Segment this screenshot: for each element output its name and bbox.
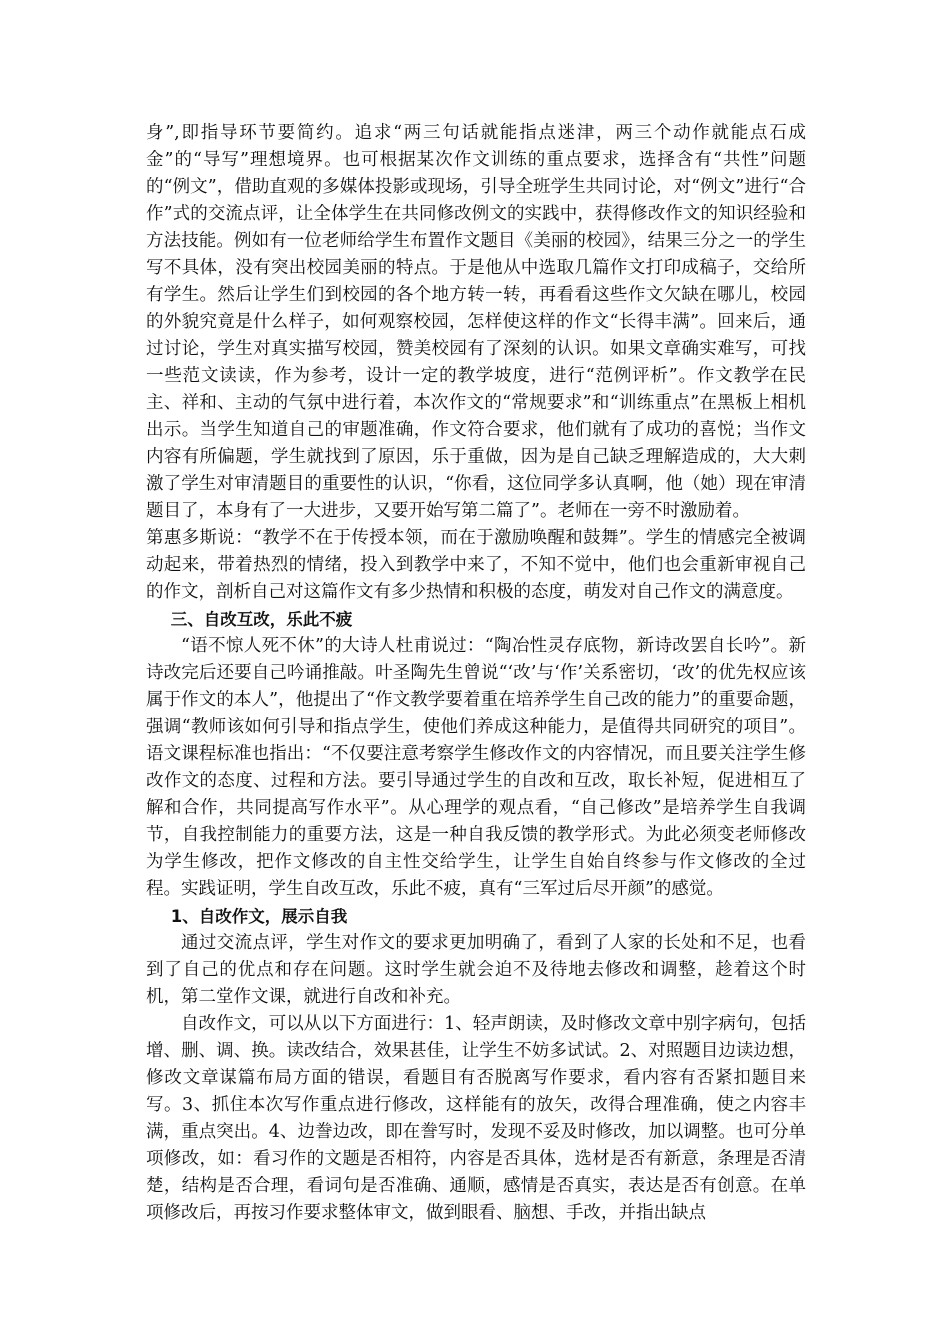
document-body [146, 120, 806, 1227]
section-heading-self-revision: 三、自改互改，乐此不疲 [170, 610, 353, 629]
paragraph-exchange-review: 通过交流点评，学生对作文的要求更加明确了，看到了人家的长处和不足，也看到了自己的优点和存在问题。这时学生就会迫不及待地去修改和调整，趁着这个时机，第二堂作文课，就进行自改和补充。 [146, 933, 806, 1007]
subsection-heading-self-correct: 1、自改作文，展示自我 [170, 907, 348, 926]
paragraph-diesterweg-quote: 第惠多斯说：“教学不在于传授本领，而在于激励唤醒和鼓舞”。学生的情感完全被调动起来，带着热烈的情绪，投入到教学中来了，不知不觉中，他们也会重新审视自己的作文，剖析自己对这篇作文有多少热情和积极的态度，萌发对自己作文的满意度。 [146, 528, 806, 602]
paragraph-du-fu-quote: “语不惊人死不休”的大诗人杜甫说过：“陶冶性灵存底物，新诗改罢自长吟”。新诗改完后还要自己吟诵推敲。叶圣陶先生曾说“‘改’与‘作’关系密切，‘改’的优先权应该属于作文的本人”，他提出了“作文教学要着重在培养学生自己改的能力”的重要命题，强调“教师该如何引导和指点学生，使他们养成这种能力，是值得共同研究的项目”。语文课程标准也指出：“不仅要注意考察学生修改作文的内容情况，而且要关注学生修改作文的态度、过程和方法。要引导通过学生的自改和互改，取长补短，促进相互了解和合作，共同提高写作水平”。从心理学的观点看，“自己修改”是培养学生自我调节，自我控制能力的重要方法，这是一种自我反馈的教学形式。为此必须变老师修改为学生修改，把作文修改的自主性交给学生，让学生自始自终参与作文修改的全过程。实践证明，学生自改互改，乐此不疲，真有“三军过后尽开颜”的感觉。 [146, 636, 806, 899]
paragraph-guidance-continued: 身”,即指导环节要简约。追求“两三句话就能指点迷津，两三个动作就能点石成金”的“导写”理想境界。也可根据某次作文训练的重点要求，选择含有“共性”问题的“例文”，借助直观的多媒体投影或现场，引导全班学生共同讨论，对“例文”进行“合作”式的交流点评，让全体学生在共同修改例文的实践中，获得修改作文的知识经验和方法技能。例如有一位老师给学生布置作文题目《美丽的校园》，结果三分之一的学生写不具体，没有突出校园美丽的特点。于是他从中选取几篇作文打印成稿子，交给所有学生。然后让学生们到校园的各个地方转一转，再看看这些作文欠缺在哪儿，校园的外貌究竟是什么样子，如何观察校园，怎样使这样的作文“长得丰满”。回来后，通过讨论，学生对真实描写校园，赞美校园有了深刻的认识。如果文章确实难写，可找一些范文读读，作为参考，设计一定的教学坡度，进行“范例评析”。作文教学在民主、祥和、主动的气氛中进行着，本次作文的“常规要求”和“训练重点”在黑板上相机出示。当学生知道自己的审题准确，作文符合要求，他们就有了成功的喜悦；当作文内容有所偏题，学生就找到了原因，乐于重做，因为是自己缺乏理解造成的，大大刺激了学生对审清题目的重要性的认识，“你看，这位同学多认真啊，他（她）现在审清题目了，本身有了一大进步，又要开始写第二篇了”。老师在一旁不时激励着。 [146, 123, 806, 521]
paragraph-self-correct-methods: 自改作文，可以从以下方面进行：1、轻声朗读，及时修改文章中别字病句，包括增、删、调、换。读改结合，效果甚佳，让学生不妨多试试。2、对照题目边读边想，修改文章谋篇布局方面的错误，看题目有否脱离写作要求，看内容有否紧扣题目来写。3、抓住本次写作重点进行修改，这样能有的放矢，改得合理准确，使之内容丰满，重点突出。4、边誊边改，即在誊写时，发现不妥及时修改，加以调整。也可分单项修改，如：看习作的文题是否相符，内容是否具体，选材是否有新意，条理是否清楚，结构是否合理，看词句是否准确、通顺，感情是否真实，表达是否有创意。在单项修改后，再按习作要求整体审文，做到眼看、脑想、手改，并指出缺点 [146, 1014, 806, 1223]
